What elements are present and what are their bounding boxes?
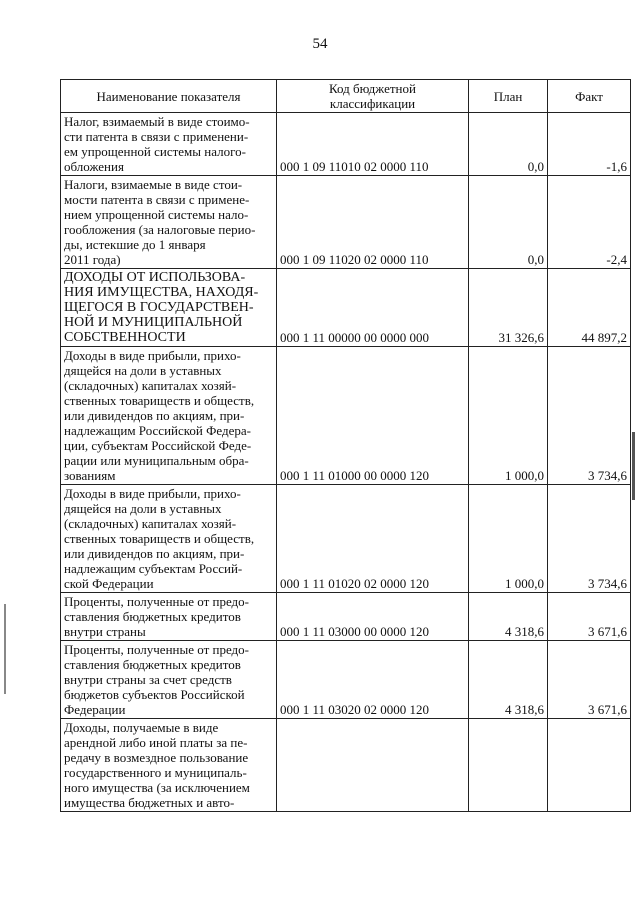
- row-name-line: имущества бюджетных и авто-: [64, 795, 235, 810]
- row-name-line: Проценты, полученные от предо-: [64, 642, 249, 657]
- row-name: [61, 113, 277, 176]
- row-name: [61, 593, 277, 641]
- row-name: [61, 485, 277, 593]
- row-fact: 3 671,6: [548, 593, 631, 641]
- table-body: [61, 113, 631, 812]
- row-name-line: дящейся на доли в уставных: [64, 501, 222, 516]
- row-name-line: Доходы в виде прибыли, прихо-: [64, 486, 241, 501]
- row-name-line: ции, субъектам Российской Феде-: [64, 438, 252, 453]
- row-name-line: дящейся на доли в уставных: [64, 363, 222, 378]
- row-code: 000 1 11 01000 00 0000 120: [277, 347, 469, 485]
- row-fact: 3 734,6: [548, 485, 631, 593]
- row-name-line: (складочных) капиталах хозяй-: [64, 378, 237, 393]
- row-code: 000 1 11 01020 02 0000 120: [277, 485, 469, 593]
- row-fact: 3 734,6: [548, 347, 631, 485]
- row-name-line: ставления бюджетных кредитов: [64, 609, 241, 624]
- row-name: [61, 719, 277, 812]
- row-name-line: рации или муниципальным обра-: [64, 453, 249, 468]
- row-name-line: государственного и муниципаль-: [64, 765, 247, 780]
- row-name-line: нием упрощенной системы нало-: [64, 207, 249, 222]
- row-name-line: ды, истекшие до 1 января: [64, 237, 206, 252]
- row-name-line: или дивидендов по акциям, при-: [64, 546, 245, 561]
- row-plan: [469, 719, 548, 812]
- row-name-line: сти патента в связи с применени-: [64, 129, 249, 144]
- table-row: [61, 176, 631, 269]
- row-name-line: ской Федерации: [64, 576, 154, 591]
- row-plan: 31 326,6: [469, 269, 548, 347]
- row-name-line: Проценты, полученные от предо-: [64, 594, 249, 609]
- table-row: [61, 719, 631, 812]
- row-name-line: Доходы, получаемые в виде: [64, 720, 219, 735]
- table-row: [61, 269, 631, 347]
- row-name-line: СОБСТВЕННОСТИ: [64, 330, 186, 345]
- header-code-line-1: Код бюджетной: [329, 81, 416, 96]
- row-name-line: гообложения (за налоговые перио-: [64, 222, 256, 237]
- table-row: [61, 485, 631, 593]
- table-row: [61, 113, 631, 176]
- row-code: 000 1 09 11010 02 0000 110: [277, 113, 469, 176]
- row-name-line: зованиям: [64, 468, 116, 483]
- header-code-line-2: классификации: [329, 96, 416, 111]
- row-fact: 44 897,2: [548, 269, 631, 347]
- row-name-line: надлежащим Российской Федера-: [64, 423, 251, 438]
- row-name-line: мости патента в связи с примене-: [64, 192, 250, 207]
- row-name-line: обложения: [64, 159, 124, 174]
- row-name-line: Налог, взимаемый в виде стоимо-: [64, 114, 250, 129]
- row-plan: 1 000,0: [469, 347, 548, 485]
- row-plan: 1 000,0: [469, 485, 548, 593]
- row-name-line: или дивидендов по акциям, при-: [64, 408, 245, 423]
- row-name-line: надлежащим субъектам Россий-: [64, 561, 243, 576]
- row-name: [61, 347, 277, 485]
- row-code: [277, 719, 469, 812]
- row-name-line: редачу в возмездное пользование: [64, 750, 249, 765]
- row-name-line: бюджетов субъектов Российской: [64, 687, 245, 702]
- row-name-line: Доходы в виде прибыли, прихо-: [64, 348, 241, 363]
- scan-edge-mark-right: [632, 432, 635, 500]
- row-code: 000 1 09 11020 02 0000 110: [277, 176, 469, 269]
- row-name-line: ственных товариществ и обществ,: [64, 531, 255, 546]
- row-name-line: Налоги, взимаемые в виде стои-: [64, 177, 243, 192]
- row-name-line: НОЙ И МУНИЦИПАЛЬНОЙ: [64, 315, 243, 330]
- header-fact: Факт: [548, 80, 631, 113]
- row-fact: -2,4: [548, 176, 631, 269]
- row-plan: 4 318,6: [469, 593, 548, 641]
- row-name-line: НИЯ ИМУЩЕСТВА, НАХОДЯ-: [64, 285, 259, 300]
- budget-table: [60, 79, 631, 812]
- row-plan: 4 318,6: [469, 641, 548, 719]
- row-name-line: ем упрощенной системы налого-: [64, 144, 246, 159]
- row-name-line: Федерации: [64, 702, 126, 717]
- row-fact: [548, 719, 631, 812]
- row-name-line: ДОХОДЫ ОТ ИСПОЛЬЗОВА-: [64, 270, 246, 285]
- table-header-row: [61, 80, 631, 113]
- header-name: Наименование показателя: [61, 80, 277, 113]
- scan-edge-mark-left: [4, 604, 6, 694]
- row-name-line: ЩЕГОСЯ В ГОСУДАРСТВЕН-: [64, 300, 254, 315]
- row-name-line: арендной либо иной платы за пе-: [64, 735, 248, 750]
- row-name-line: внутри страны: [64, 624, 146, 639]
- row-name-line: внутри страны за счет средств: [64, 672, 232, 687]
- page-number: 54: [312, 36, 328, 52]
- row-name: [61, 269, 277, 347]
- row-code: 000 1 11 03000 00 0000 120: [277, 593, 469, 641]
- row-name: [61, 176, 277, 269]
- row-name-line: ставления бюджетных кредитов: [64, 657, 241, 672]
- row-name: [61, 641, 277, 719]
- table-row: [61, 347, 631, 485]
- row-fact: 3 671,6: [548, 641, 631, 719]
- table-row: [61, 641, 631, 719]
- header-code: [277, 80, 469, 113]
- row-name-line: 2011 года): [64, 252, 121, 267]
- row-plan: 0,0: [469, 176, 548, 269]
- header-plan: План: [469, 80, 548, 113]
- row-plan: 0,0: [469, 113, 548, 176]
- row-code: 000 1 11 00000 00 0000 000: [277, 269, 469, 347]
- row-name-line: (складочных) капиталах хозяй-: [64, 516, 237, 531]
- row-name-line: ного имущества (за исключением: [64, 780, 250, 795]
- row-fact: -1,6: [548, 113, 631, 176]
- table-row: [61, 593, 631, 641]
- row-name-line: ственных товариществ и обществ,: [64, 393, 255, 408]
- row-code: 000 1 11 03020 02 0000 120: [277, 641, 469, 719]
